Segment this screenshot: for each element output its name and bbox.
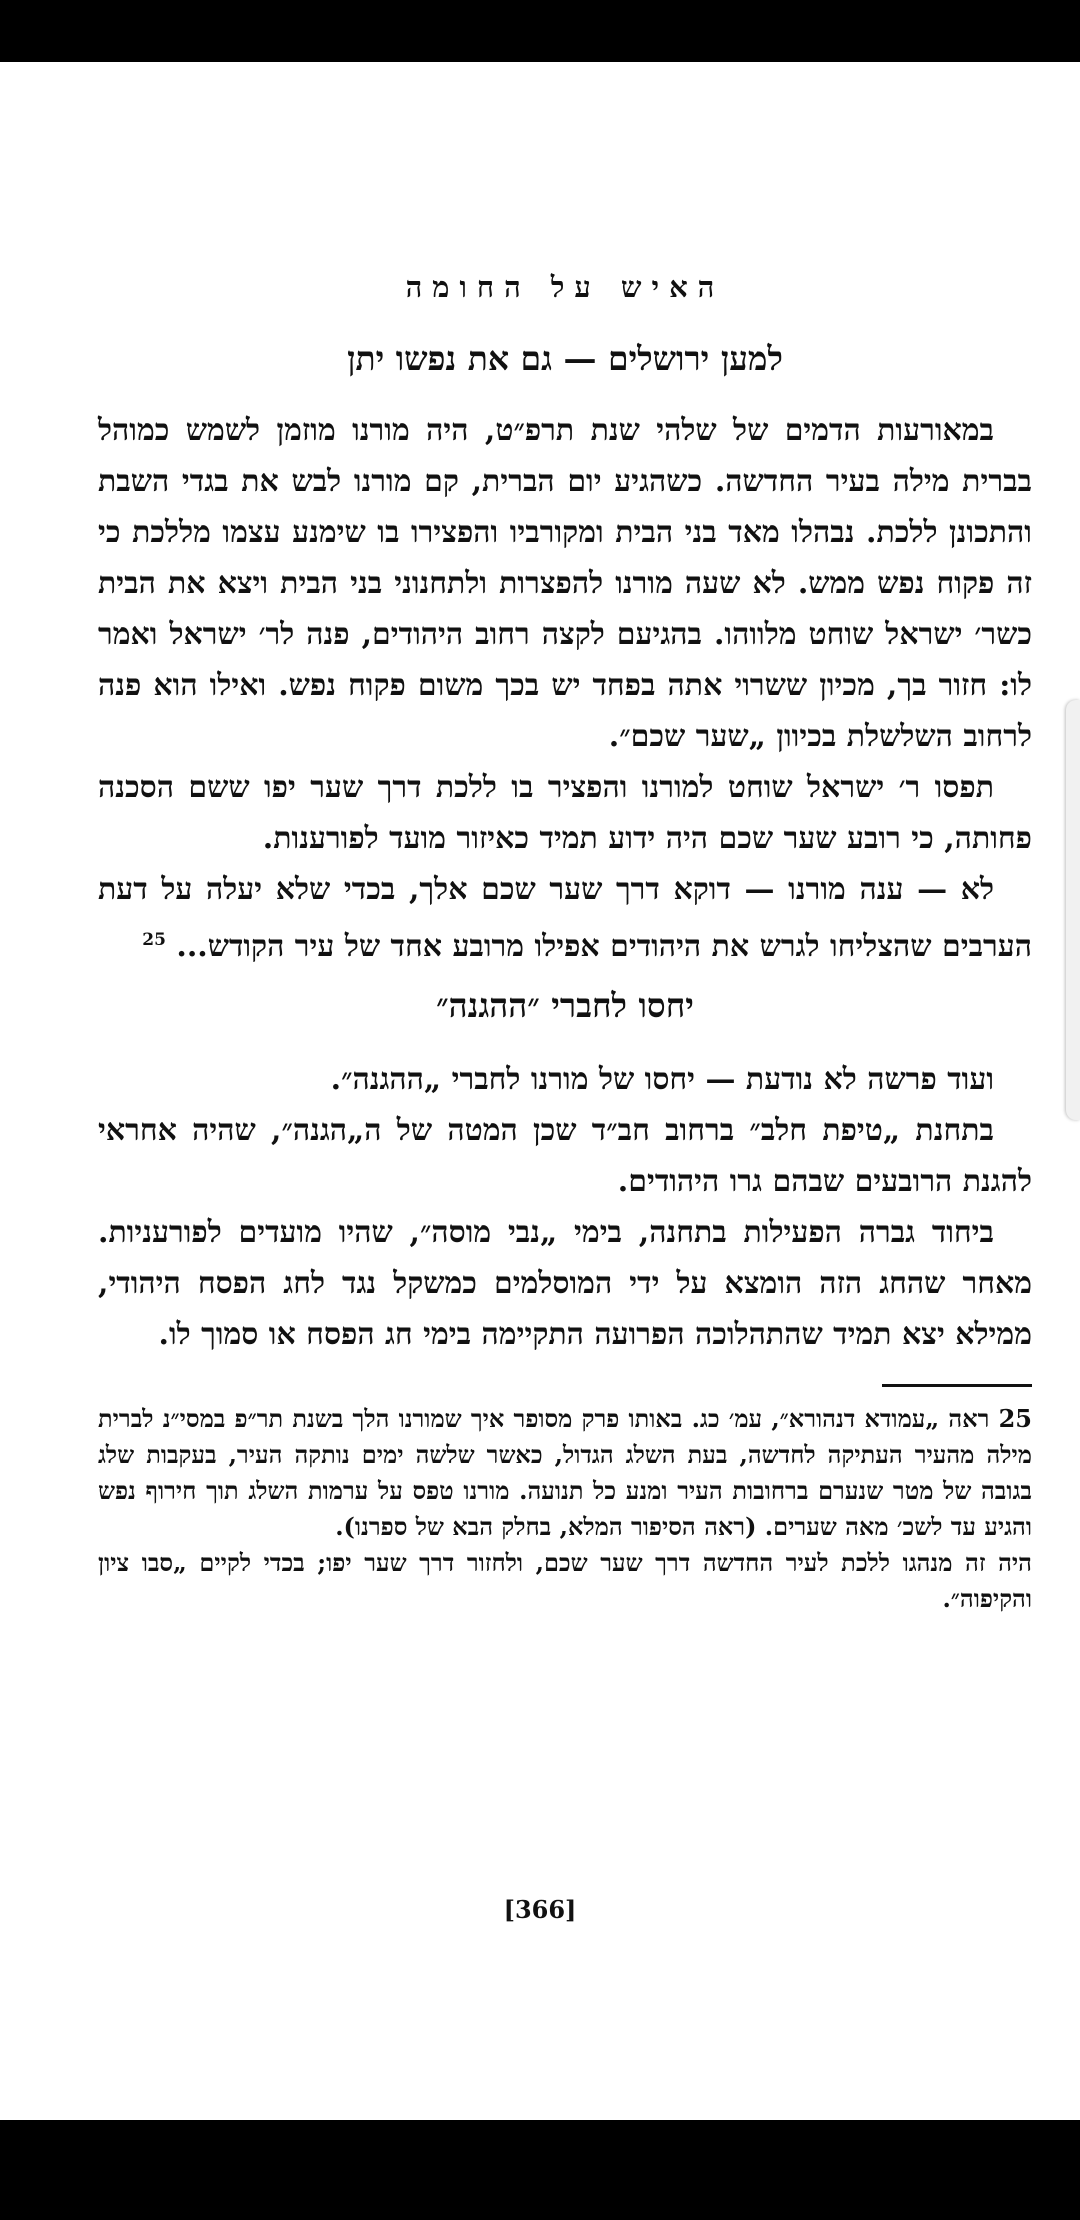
footnotes	[98, 1401, 1032, 1617]
running-head: האיש על החומה	[405, 270, 725, 304]
footnote: 25 ראה „עמודא דנהורא״, עמ׳ כג. באותו פרק מסופר איך שמורנו הלך בשנת תר״פ במסי״נ לברית מילה מהעיר העתיקה לחדשה, בעת השלג הגדול, כאשר שלשה ימים נותקה העיר, בעקבות שלג בגובה של מטר שנערם ברחובות העיר ומנע כל תנועה. מורנו טפס על ערמות השלג תוך חירוף נפש והגיע עד לשכ׳ מאה שערים. (ראה הסיפור המלא, בחלק הבא של ספרנו).	[98, 1404, 1033, 1541]
paragraph-text: לא — ענה מורנו — דוקא דרך שער שכם אלך, בכדי שלא יעלה על דעת הערבים שהצליחו לגרש את היהודים אפילו מרובע אחד של עיר הקודש...	[98, 872, 1032, 964]
paragraph	[98, 864, 1032, 972]
navigation-bar	[0, 2120, 1080, 2220]
book-page	[98, 250, 1032, 1617]
scroll-handle[interactable]	[1066, 700, 1080, 1120]
paragraph: תפסו ר׳ ישראל שוחט למורנו והפציר בו ללכת דרך שער יפו ששם הסכנה פחותה, כי רובע שער שכם היה ידוע תמיד כאיזור מועד לפורענות.	[98, 770, 1032, 856]
footnote-divider	[882, 1384, 1032, 1387]
footnote-reference: 25	[142, 930, 166, 950]
paragraph: ועוד פרשה לא נודעת — יחסו של מורנו לחברי „ההגנה״.	[330, 1062, 994, 1097]
section-title-2: יחסו לחברי ״ההגנה״	[436, 986, 694, 1025]
section-title-1: למען ירושלים — גם את נפשו יתן	[347, 339, 783, 378]
footnote: היה זה מנהגו ללכת לעיר החדשה דרך שער שכם, ולחזור דרך שער יפו; בכדי לקיים „סבו ציון והקיפוה״.	[98, 1548, 1032, 1613]
paragraph: בתחנת „טיפת חלב״ ברחוב חב״ד שכן המטה של ה„הגנה״, שהיה אחראי להגנת הרובעים שבהם גרו היהודים.	[98, 1113, 1032, 1199]
paragraph: במאורעות הדמים של שלהי שנת תרפ״ט, היה מורנו מוזמן לשמש כמוהל בברית מילה בעיר החדשה. כשהגיע יום הברית, קם מורנו לבש את בגדי השבת והתכונן ללכת. נבהלו מאד בני הבית ומקורביו והפצירו בו שימנע עצמו מללכת כי זה פקוח נפש ממש. לא שעה מורנו להפצרות ולתחנוני בני הבית ויצא את הבית כשר׳ ישראל שוחט מלווהו. בהגיעם לקצה רחוב היהודים, פנה לר׳ ישראל ואמר לו: חזור בך, מכיון ששרוי אתה בפחד יש בכך משום פקוח נפש. ואילו הוא פנה לרחוב השלשלת בכיוון „שער שכם״.	[98, 413, 1032, 754]
page-number: [366]	[503, 1895, 577, 1924]
paragraph: ביחוד גברה הפעילות בתחנה, בימי „נבי מוסה״, שהיו מועדים לפורעניות. מאחר שהחג הזה הומצא על ידי המוסלמים כמשקל נגד לחג הפסח היהודי, ממילא יצא תמיד שהתהלוכה הפרועה התקיימה בימי חג הפסח או סמוך לו.	[98, 1215, 1032, 1352]
status-bar	[0, 0, 1080, 62]
